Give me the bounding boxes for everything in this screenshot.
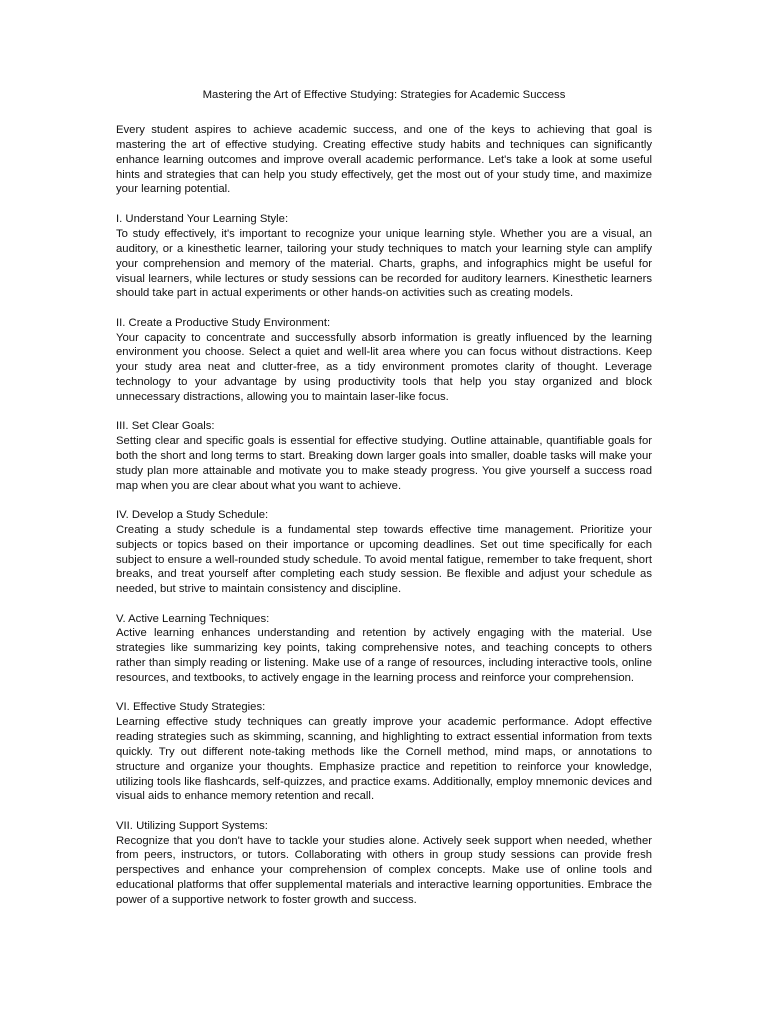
section-heading: IV. Develop a Study Schedule:	[116, 509, 269, 522]
section-study-strategies	[116, 700, 652, 804]
section-body: Learning effective study techniques can greatly improve your academic performance. Adopt effective reading strategies such as skimming, scanning, and highlighting to extract essential information from texts quickly. Try out different note-taking methods like the Cornell method, mind maps, or annotations to structure and organize your thoughts. Emphasize practice and repetition to reinforce your knowledge, utilizing tools like flashcards, self-quizzes, and practice exams. Additionally, employ mnemonic devices and visual aids to enhance memory retention and recall.	[116, 716, 652, 803]
document-title: Mastering the Art of Effective Studying: Strategies for Academic Success	[202, 89, 566, 101]
section-learning-style	[116, 212, 652, 301]
document-page	[116, 88, 652, 922]
intro-paragraph: Every student aspires to achieve academic success, and one of the keys to achieving that goal is mastering the art of effective studying. Creating effective study habits and techniques can significantly enhance learning outcomes and improve overall academic performance. Let's take a look at some useful hints and strategies that can help you study effectively, get the most out of your study time, and maximize your learning potential.	[116, 124, 652, 196]
section-heading: III. Set Clear Goals:	[116, 420, 215, 433]
section-body: Setting clear and specific goals is essential for effective studying. Outline attainable, quantifiable goals for both the short and long terms to start. Breaking down larger goals into smaller, doable tasks will make your study plan more attainable and motivate you to make steady progress. You give yourself a success road map when you are clear about what you want to achieve.	[116, 435, 652, 492]
section-body: Your capacity to concentrate and successfully absorb information is greatly influenced by the learning environment you choose. Select a quiet and well-lit area where you can focus without distractions. Keep your study area neat and clutter-free, as a tidy environment promotes clarity of thought. Leverage technology to your advantage by using productivity tools that help you stay organized and block unnecessary distractions, allowing you to maintain laser-like focus.	[116, 331, 652, 403]
section-heading: V. Active Learning Techniques:	[116, 612, 270, 625]
section-heading: I. Understand Your Learning Style:	[116, 213, 289, 226]
section-support-systems	[116, 819, 652, 908]
section-study-schedule	[116, 508, 652, 597]
section-study-environment	[116, 316, 652, 405]
section-body: Active learning enhances understanding and retention by actively engaging with the material. Use strategies like summarizing key points, taking comprehensive notes, and teaching concepts to others rather than simply reading or listening. Make use of a range of resources, including interactive tools, online resources, and textbooks, to actively engage in the learning process and reinforce your comprehension.	[116, 627, 652, 684]
section-body: To study effectively, it's important to recognize your unique learning style. Whether you are a visual, an auditory, or a kinesthetic learner, tailoring your study techniques to match your learning style can amplify your comprehension and memory of the material. Charts, graphs, and infographics might be useful for visual learners, while lectures or study sessions can be recorded for auditory learners. Kinesthetic learners should take part in actual experiments or other hands-on activities such as creating models.	[116, 228, 652, 300]
section-heading: VII. Utilizing Support Systems:	[116, 819, 268, 832]
section-heading: II. Create a Productive Study Environment:	[116, 316, 331, 329]
section-clear-goals	[116, 419, 652, 493]
section-body: Creating a study schedule is a fundamental step towards effective time management. Prioritize your subjects or topics based on their importance or upcoming deadlines. Set out time specifically for each subject to ensure a well-rounded study schedule. To avoid mental fatigue, remember to take frequent, short breaks, and treat yourself after completing each study session. Be flexible and adjust your schedule as needed, but strive to maintain consistency and discipline.	[116, 523, 652, 596]
section-active-learning	[116, 612, 652, 686]
section-heading: VI. Effective Study Strategies:	[116, 701, 266, 714]
section-body: Recognize that you don't have to tackle your studies alone. Actively seek support when needed, whether from peers, instructors, or tutors. Collaborating with others in group study sessions can provide fresh perspectives and enhance your comprehension of complex concepts. Make use of online tools and educational platforms that offer supplemental materials and interactive learning opportunities. Embrace the power of a supportive network to foster growth and success.	[116, 834, 652, 906]
